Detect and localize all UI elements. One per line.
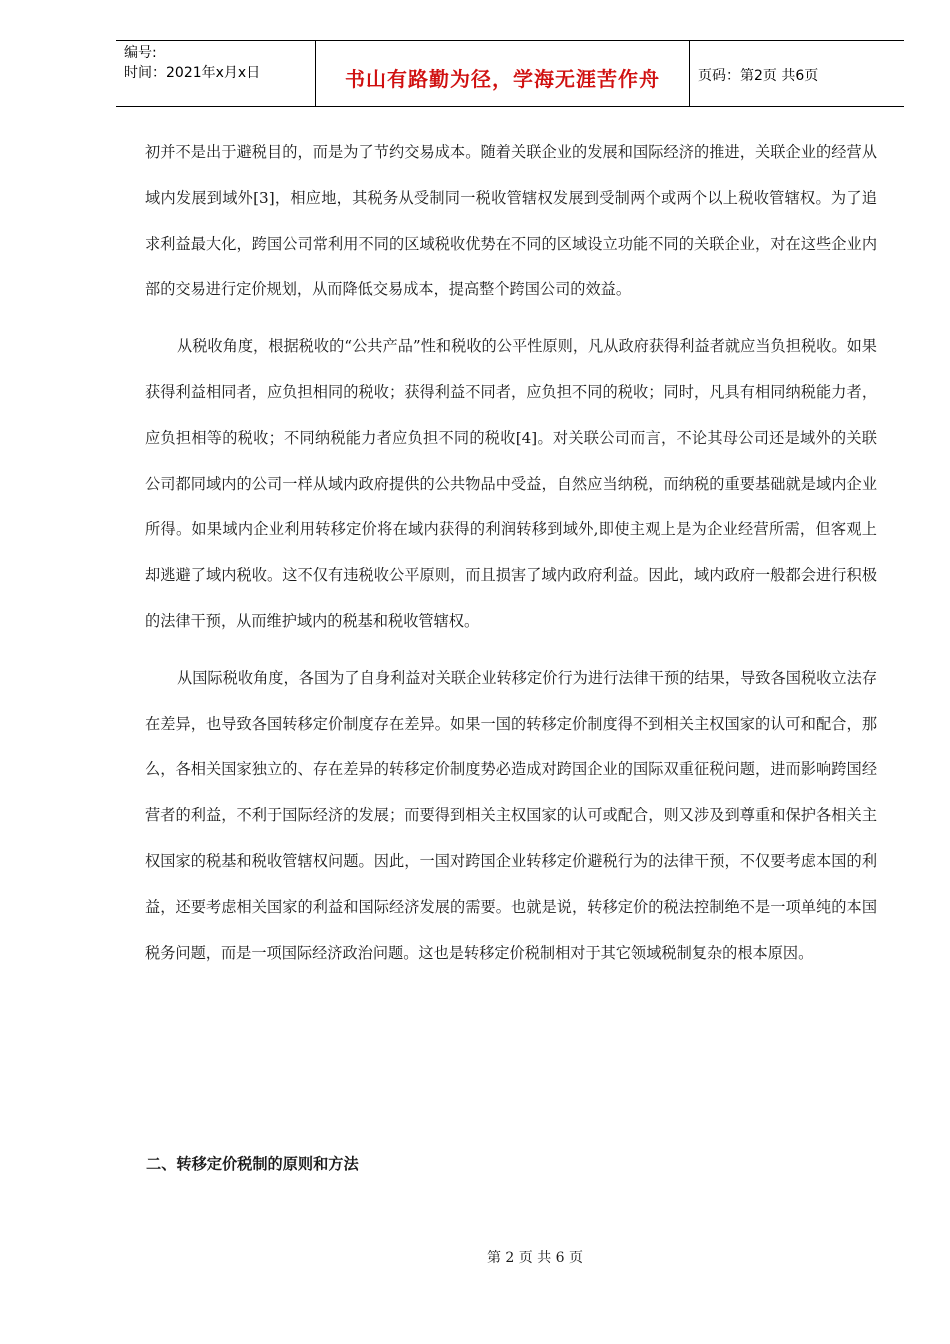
document-body — [145, 130, 877, 976]
page-footer-indicator: 第 2 页 共 6 页 — [486, 1250, 584, 1266]
body-paragraph-international-tax: 从国际税收角度，各国为了自身利益对关联企业转移定价行为进行法律干预的结果，导致各国税收立法存在差异，也导致各国转移定价制度存在差异。如果一国的转移定价制度得不到相关主权国家的认可和配合，那么，各相关国家独立的、存在差异的转移定价制度势必造成对跨国企业的国际双重征税问题，进而影响跨国经营者的利益，不利于国际经济的发展；而要得到相关主权国家的认可或配合，则又涉及到尊重和保护各相关主权国家的税基和税收管辖权问题。因此，一国对跨国企业转移定价避税行为的法律干预，不仅要考虑本国的利益，还要考虑相关国家的利益和国际经济发展的需要。也就是说，转移定价的税法控制绝不是一项单纯的本国税务问题，而是一项国际经济政治问题。这也是转移定价税制相对于其它领域税制复杂的根本原因。 — [145, 668, 877, 962]
body-paragraph-tax-perspective: 从税收角度，根据税收的“公共产品”性和税收的公平性原则，凡从政府获得利益者就应当负担税收。如果获得利益相同者，应负担相同的税收；获得利益不同者，应负担不同的税收；同时，凡具有相同纳税能力者，应负担相等的税收；不同纳税能力者应负担不同的税收[4]。对关联公司而言，不论其母公司还是域外的关联公司都同域内的公司一样从域内政府提供的公共物品中受益，自然应当纳税，而纳税的重要基础就是域内企业所得。如果域内企业利用转移定价将在域内获得的利润转移到域外,即使主观上是为企业经营所需，但客观上却逃避了域内税收。这不仅有违税收公平原则，而且损害了域内政府利益。因此，域内政府一般都会进行积极的法律干预，从而维护域内的税基和税收管辖权。 — [145, 337, 877, 630]
body-paragraph-continued: 初并不是出于避税目的，而是为了节约交易成本。随着关联企业的发展和国际经济的推进，关联企业的经营从域内发展到域外[3]，相应地，其税务从受制同一税收管辖权发展到受制两个或两个以上税收管辖权。为了追求利益最大化，跨国公司常利用不同的区域税收优势在不同的区域设立功能不同的关联企业，对在这些企业内部的交易进行定价规划，从而降低交易成本，提高整个跨国公司的效益。 — [145, 143, 877, 299]
header-page-cell — [690, 41, 904, 106]
header-page-code: 页码：第2页 共6页 — [698, 68, 819, 84]
document-header — [116, 40, 904, 107]
header-meta-cell — [116, 41, 316, 106]
section-heading: 二、转移定价税制的原则和方法 — [146, 1155, 359, 1173]
document-number-label: 编号: — [124, 45, 157, 61]
document-time-label: 时间：2021年x月x日 — [124, 65, 261, 81]
header-motto: 书山有路勤为径，学海无涯苦作舟 — [345, 67, 660, 91]
header-motto-cell — [316, 41, 690, 106]
